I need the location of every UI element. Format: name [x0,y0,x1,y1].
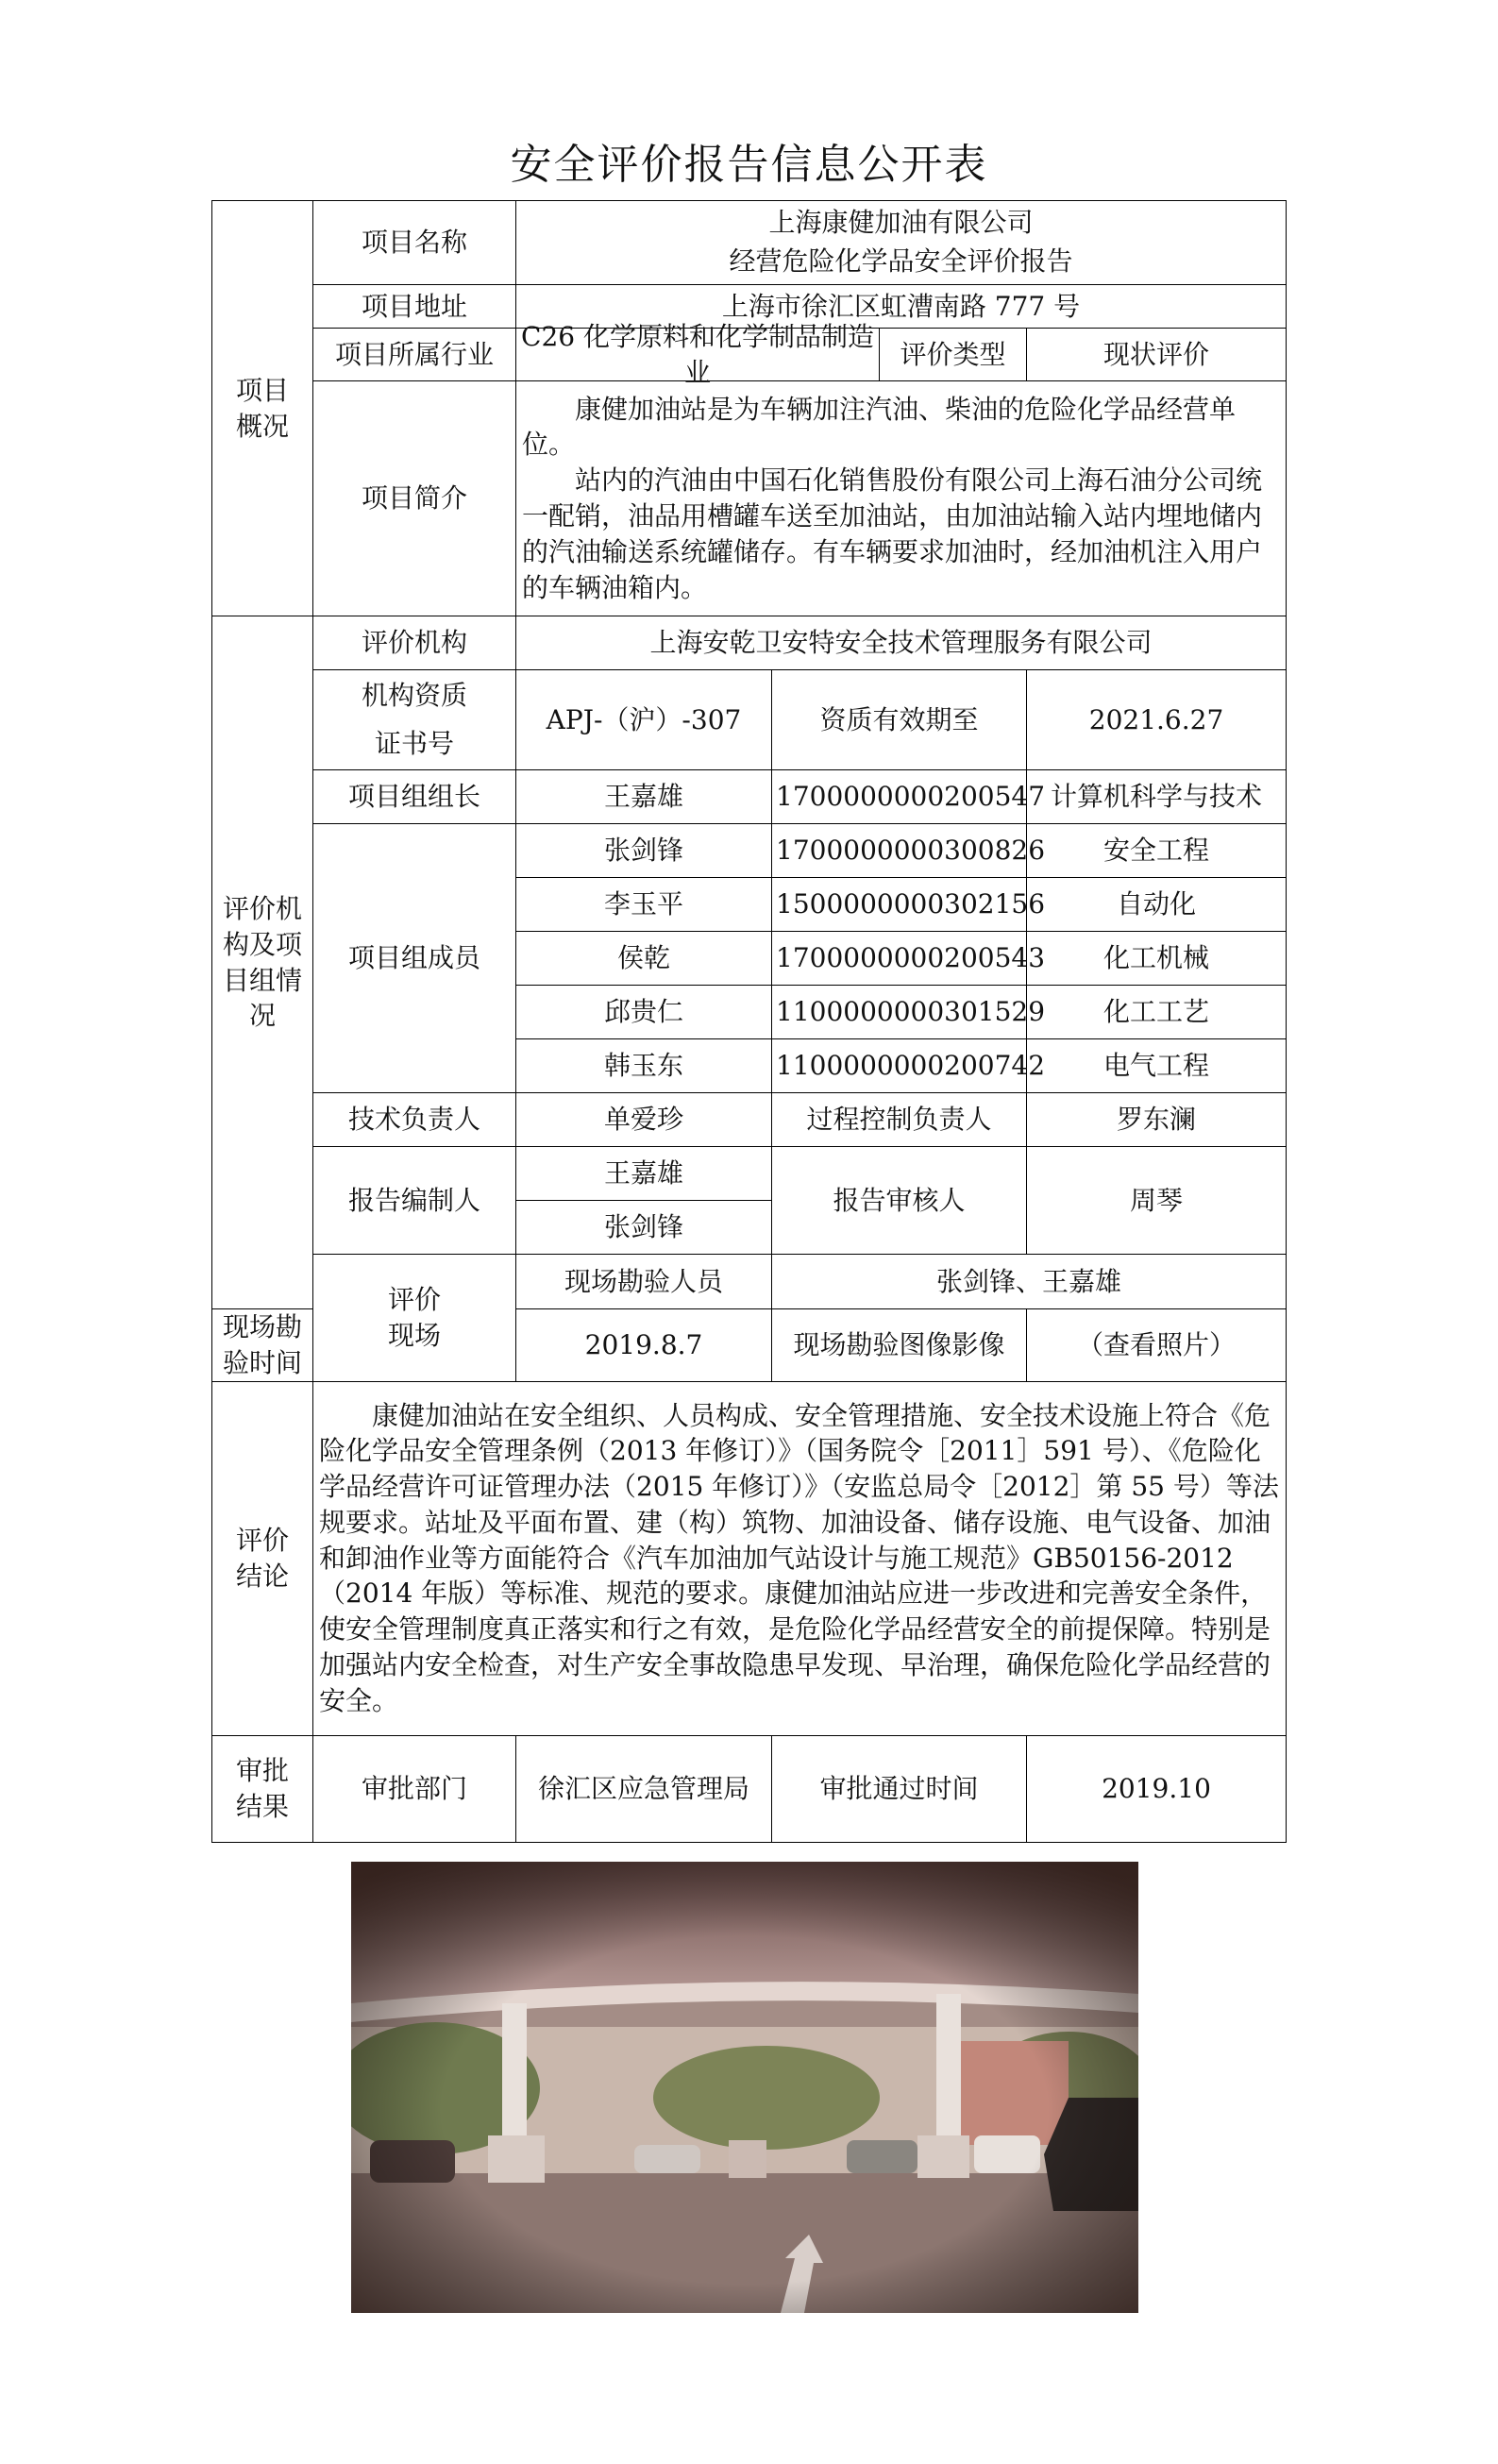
valid-until-date: 2021.6.27 [1027,670,1287,770]
project-name-line1: 上海康健加油有限公司 [768,207,1034,239]
team-leader-major: 计算机科学与技术 [1027,770,1287,824]
team-leader-name: 王嘉雄 [516,770,772,824]
site-photo [351,1862,1138,2313]
project-address-value: 上海市徐汇区虹漕南路 777 号 [516,285,1287,329]
cert-label [313,670,516,770]
member-name: 邱贵仁 [516,986,772,1039]
project-name-label: 项目名称 [313,201,516,285]
group-project-label: 项目 概况 [235,374,289,442]
info-table [211,200,1287,1843]
member-name: 张剑锋 [516,824,772,878]
member-id: 1100000000301529 [772,986,1027,1039]
page-title: 安全评价报告信息公开表 [510,141,988,189]
site-time-label: 现场勘验时间 [212,1309,313,1382]
project-intro-p2: 站内的汽油由中国石化销售股份有限公司上海石油分公司统一配销，油品用槽罐车送至加油站，由加油站输入站内埋地储内的汽油输送系统罐储存。有车辆要求加油时，经加油机注入用户的车辆油箱内。 [522,464,1263,603]
conclusion-text [313,1381,1287,1735]
eval-type-value: 现状评价 [1027,329,1287,381]
group-approval-label: 审批 结果 [235,1754,289,1822]
approval-dept-value: 徐汇区应急管理局 [516,1735,772,1842]
approval-time-label: 审批通过时间 [772,1735,1027,1842]
member-id: 1500000000302156 [772,878,1027,932]
compiler-name: 张剑锋 [516,1201,772,1255]
approval-dept-label: 审批部门 [313,1735,516,1842]
team-leader-id: 1700000000200547 [772,770,1027,824]
industry-label: 项目所属行业 [313,329,516,381]
industry-text: C26 化学原料和化学制品制造业 [516,329,880,380]
member-name: 韩玉东 [516,1039,772,1093]
group-conclusion [212,1381,313,1735]
eval-type-label: 评价类型 [900,338,1006,370]
process-lead-name: 罗东澜 [1027,1093,1287,1147]
member-major: 安全工程 [1027,824,1287,878]
cert-number: APJ-（沪）-307 [516,670,772,770]
project-address-label: 项目地址 [313,285,516,329]
member-major: 电气工程 [1027,1039,1287,1093]
reviewer-label: 报告审核人 [772,1147,1027,1255]
member-major: 自动化 [1027,878,1287,932]
gas-station-photo [351,1862,1138,2313]
site-image-label: 现场勘验图像影像 [772,1309,1027,1382]
compiler-name: 王嘉雄 [516,1147,772,1201]
project-intro-label: 项目简介 [313,381,516,616]
project-name-value [516,201,1287,285]
process-lead-label: 过程控制负责人 [772,1093,1027,1147]
approval-time-value: 2019.10 [1027,1735,1287,1842]
member-name: 侯乾 [516,932,772,986]
project-intro [516,381,1287,616]
eval-org-value: 上海安乾卫安特安全技术管理服务有限公司 [516,616,1287,670]
compiler-label: 报告编制人 [313,1147,516,1255]
group-site [313,1255,516,1382]
cert-label-text: 机构资质 证书号 [361,680,467,759]
member-major: 化工机械 [1027,932,1287,986]
tech-lead-name: 单爱珍 [516,1093,772,1147]
view-photo-link[interactable]: （查看照片） [1027,1309,1287,1382]
group-agency [212,616,313,1309]
group-approval [212,1735,313,1842]
member-name: 李玉平 [516,878,772,932]
eval-org-label: 评价机构 [313,616,516,670]
site-time-value: 2019.8.7 [516,1309,772,1382]
tech-lead-label: 技术负责人 [313,1093,516,1147]
member-id: 1700000000300826 [772,824,1027,878]
group-conclusion-label: 评价 结论 [235,1524,289,1592]
member-major: 化工工艺 [1027,986,1287,1039]
project-intro-p1: 康健加油站是为车辆加注汽油、柴油的危险化学品经营单位。 [522,393,1237,461]
industry-value [516,320,1027,388]
group-agency-label: 评价机 构及项 目组情 况 [222,892,302,1032]
group-site-label: 评价 现场 [387,1284,441,1351]
site-staff-value: 张剑锋、王嘉雄 [772,1255,1287,1309]
site-staff-label: 现场勘验人员 [516,1255,772,1309]
valid-until-label: 资质有效期至 [772,670,1027,770]
conclusion-paragraph: 康健加油站在安全组织、人员构成、安全管理措施、安全技术设施上符合《危险化学品安全管理条例（2013 年修订）》（国务院令［2011］591 号）、《危险化学品经营许可证管理办法（2015 年修订）》（安监总局令［2012］第 55 号）等法规要求。站址及平面布置、建（构）筑物、加油设备、储存设施、电气设备、加油和卸油作业等方面能符合《汽车加油加气站设计与施工规范》GB50156-2012（2014 年版）等标准、规范的要求。康健加油站应进一步改进和完善安全条件，使安全管理制度真正落实和行之有效，是危险化学品经营安全的前提保障。特别是加强站内安全检查，对生产安全事故隐患早发现、早治理，确保危险化学品经营的安全。 [319,1399,1279,1716]
reviewer-name: 周琴 [1027,1147,1287,1255]
member-id: 1700000000200543 [772,932,1027,986]
project-name-line2: 经营危险化学品安全评价报告 [729,245,1073,277]
group-project-overview [212,201,313,616]
team-leader-label: 项目组组长 [313,770,516,824]
team-members-label: 项目组成员 [313,824,516,1093]
member-id: 1100000000200742 [772,1039,1027,1093]
